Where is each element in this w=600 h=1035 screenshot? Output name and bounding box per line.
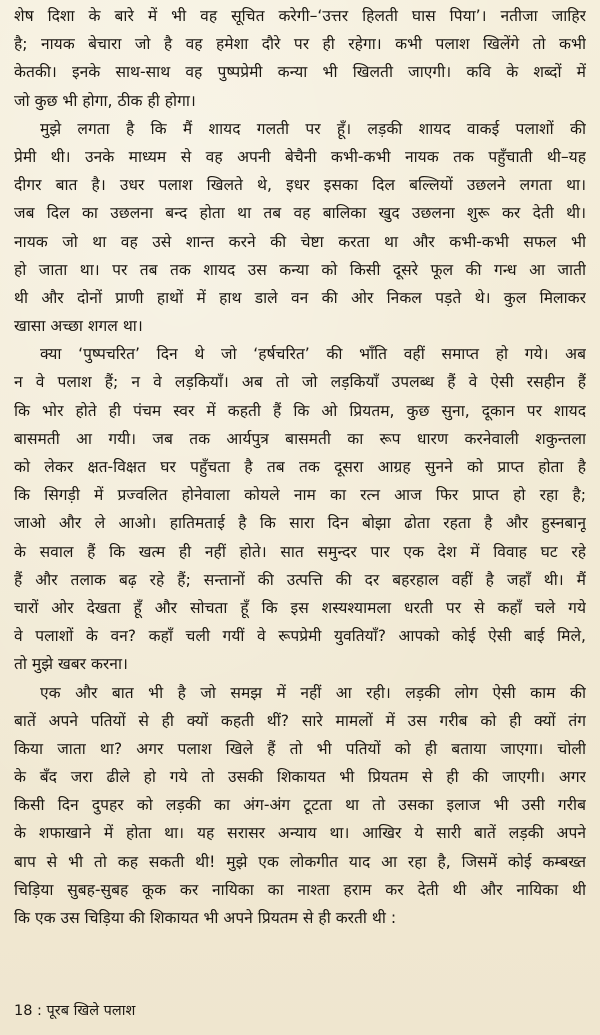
page-footer: 18 : पूरब खिले पलाश: [14, 1003, 136, 1019]
text-line: प्रेमी थी। उनके माध्यम से वह अपनी बेचैनी कभी-कभी नायक तक पहुँचाती थी–यह: [14, 147, 586, 166]
text-line: तो मुझे खबर करना।: [14, 655, 128, 674]
text-line: है; नायक बेचारा जो है वह हमेशा दौरे पर ही रहेगा। कभी पलाश खिलेंगे तो कभी: [14, 35, 586, 54]
text-line: चारों ओर देखता हूँ और सोचता हूँ कि इस शस्यश्यामला धरती पर से कहाँ चले गये: [14, 598, 586, 617]
text-line: के बँद जरा ढीले हो गये तो उसकी शिकायत भी प्रियतम से ही की जाएगी। अगर: [14, 768, 586, 787]
text-line: जो कुछ भी होगा, ठीक ही होगा।: [14, 91, 196, 110]
text-line: को लेकर क्षत-विक्षत घर पहुँचता है तब तक दूसरा आग्रह सुनने को प्राप्त होता है: [14, 458, 586, 476]
text-line: बाप से भी तो कह सकती थी! मुझे एक लोकगीत याद आ रहा है, जिसमें कोई कम्बख्त: [14, 852, 586, 871]
text-line: कि सिगड़ी में प्रज्वलित होनेवाला कोयले नाम का रत्न आज फिर प्राप्त हो रहा है;: [14, 486, 586, 505]
text-line: दीगर बात है। उधर पलाश खिलते थे, इधर इसका दिल बल्लियों उछलने लगता था।: [14, 176, 586, 195]
text-line: कि एक उस चिड़िया की शिकायत भी अपने प्रियतम से ही करती थी :: [14, 909, 397, 927]
text-line: हो जाता था। पर तब तक शायद उस कन्या को किसी दूसरे फूल की गन्ध आ जाती: [14, 260, 586, 279]
text-line: थी और दोनों प्राणी हाथों में हाथ डाले वन की ओर निकल पड़ते थे। कुल मिलाकर: [14, 288, 586, 307]
text-line: मुझे लगता है कि मैं शायद गलती पर हूँ। लड़की शायद वाकई पलाशों की: [40, 119, 586, 138]
text-line: खासा अच्छा शगल था।: [14, 317, 143, 336]
page-body-text: [14, 2, 586, 932]
text-line: वे पलाशों के वन? कहाँ चली गयीं वे रूपप्रेमी युवतियाँ? आपको कोई ऐसी बाई मिले,: [14, 627, 586, 646]
text-line: कि भोर होते ही पंचम स्वर में कहती हैं कि ओ प्रियतम, कुछ सुना, दूकान पर शायद: [14, 401, 586, 420]
text-line: के सवाल हैं कि खत्म ही नहीं होते। सात समुन्दर पार एक देश में विवाह घट रहे: [14, 542, 586, 561]
text-line: किसी दिन दुपहर को लड़की का अंग-अंग टूटता था तो उसका इलाज भी उसी गरीब: [14, 796, 586, 815]
text-line: जाओ और ले आओ। हातिमताई है कि सारा दिन बोझा ढोता रहता है और हुस्नबानू: [14, 514, 586, 533]
text-line: बातें अपने पतियों से ही क्यों कहती थीं? सारे मामलों में उस गरीब को ही क्यों तंग: [14, 711, 586, 730]
text-line: न वे पलाश हैं; न वे लड़कियाँ। अब तो जो लड़कियाँ उपलब्ध हैं वे ऐसी रसहीन हैं: [14, 373, 586, 392]
text-line: किया जाता था? अगर पलाश खिले हैं तो भी पतियों को ही बताया जाएगा। चोली: [14, 739, 586, 758]
text-line: क्या ‘पुष्पचरित’ दिन थे जो ‘हर्षचरित’ की भाँति वहीं समाप्त हो गये। अब: [40, 345, 586, 364]
text-line: हैं और तलाक बढ़ रहे हैं; सन्तानों की उत्पत्ति की दर बहरहाल वहीं है जहाँ थी। मैं: [14, 570, 586, 589]
text-line: शेष दिशा के बारे में भी वह सूचित करेगी–‘उत्तर हिलती घास पिया’। नतीजा जाहिर: [14, 7, 586, 25]
text-line: एक और बात भी है जो समझ में नहीं आ रही। लड़की लोग ऐसी काम की: [40, 683, 586, 702]
text-line: केतकी। इनके साथ-साथ वह पुष्पप्रेमी कन्या भी खिलती जाएगी। कवि के शब्दों में: [14, 63, 586, 82]
text-line: नायक जो था वह उसे शान्त करने की चेष्टा करता था और कभी-कभी सफल भी: [14, 232, 586, 251]
text-line: के शफाखाने में होता था। यह सरासर अन्याय था। आखिर ये सारी बातें लड़की अपने: [14, 824, 586, 843]
text-line: चिड़िया सुबह-सुबह कूक कर नायिका का नाश्ता हराम कर देती थी और नायिका थी: [14, 880, 586, 899]
text-line: जब दिल का उछलना बन्द होता था तब वह बालिका खुद उछलना शुरू कर देती थी।: [14, 204, 586, 223]
text-line: बासमती आ गयी। जब तक आर्यपुत्र बासमती का रूप धारण करनेवाली शकुन्तला: [14, 429, 586, 448]
